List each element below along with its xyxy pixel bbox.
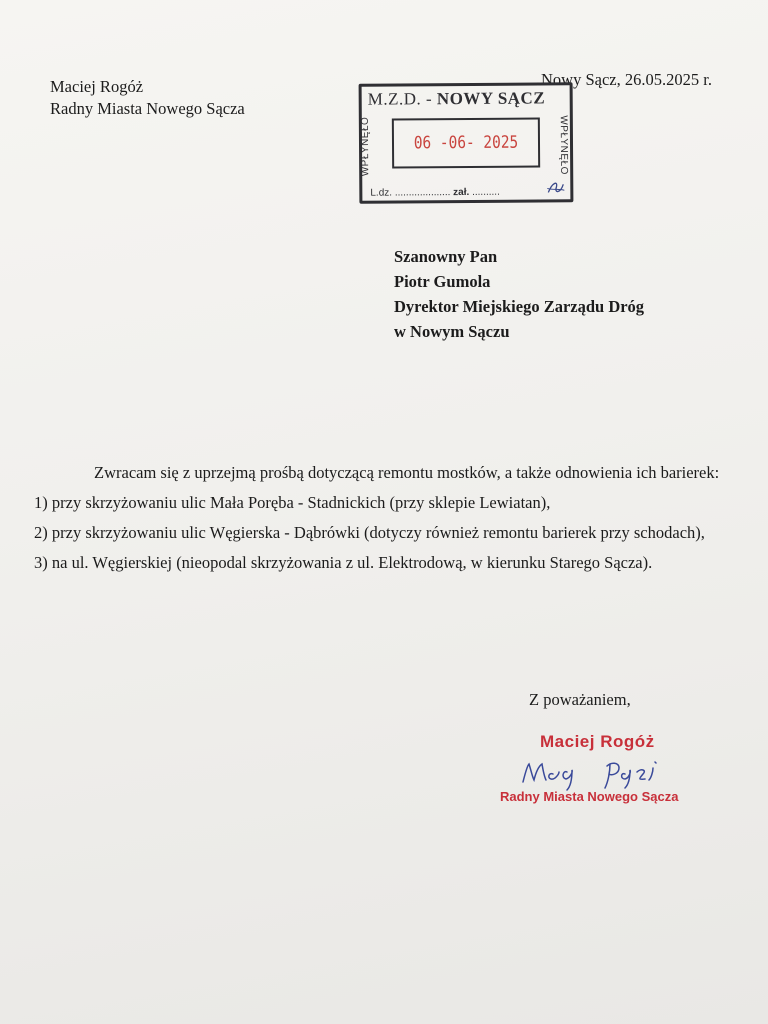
closing-salutation: Z poważaniem,	[529, 690, 631, 709]
stamp-date-box	[392, 117, 540, 168]
letter-date: Nowy Sącz, 26.05.2025 r.	[541, 70, 712, 89]
stamp-ldz: L.dz. ....................	[370, 187, 451, 199]
sender-title: Radny Miasta Nowego Sącza	[50, 99, 245, 118]
received-stamp	[359, 82, 574, 203]
request-item-1: 1) przy skrzyżowaniu ulic Mała Poręba - Stadnickich (przy sklepie Lewiatan),	[34, 493, 551, 512]
stamp-initials-mark	[544, 178, 566, 196]
letter-body	[34, 458, 746, 578]
sender-name: Maciej Rogóż	[50, 77, 144, 96]
signature-stamp-name: Maciej Rogóż	[540, 732, 655, 751]
stamp-side-right: WPŁYNĘŁO	[557, 115, 570, 175]
handwritten-signature	[515, 752, 685, 792]
stamp-header	[368, 88, 564, 109]
request-item-2: 2) przy skrzyżowaniu ulic Węgierska - Dąbrówki (dotyczy również remontu barierek przy schodach),	[34, 523, 705, 542]
sender-block	[50, 76, 245, 120]
stamp-zal: zał.	[453, 186, 470, 199]
request-item-3: 3) na ul. Węgierskiej (nieopodal skrzyżowania z ul. Elektrodową, w kierunku Starego Sącza).	[34, 553, 653, 572]
addressee-location: w Nowym Sączu	[394, 322, 510, 341]
stamp-received-date: 06 -06- 2025	[413, 132, 519, 154]
stamp-org: M.Z.D. -	[367, 89, 437, 109]
stamp-side-left: WPŁYNĘŁO	[359, 116, 372, 177]
body-intro: Zwracam się z uprzejmą prośbą dotyczącą remontu mostków, a także odnowienia ich barierek:	[94, 463, 720, 482]
signature-stamp-role: Radny Miasta Nowego Sącza	[500, 789, 679, 804]
addressee-block	[394, 244, 644, 344]
stamp-city: NOWY SĄCZ	[436, 88, 546, 109]
addressee-position: Dyrektor Miejskiego Zarządu Dróg	[394, 297, 645, 316]
stamp-zal-dots: ..........	[472, 186, 500, 198]
addressee-salutation: Szanowny Pan	[394, 247, 498, 266]
stamp-footer	[370, 187, 500, 199]
addressee-name: Piotr Gumola	[394, 272, 491, 291]
